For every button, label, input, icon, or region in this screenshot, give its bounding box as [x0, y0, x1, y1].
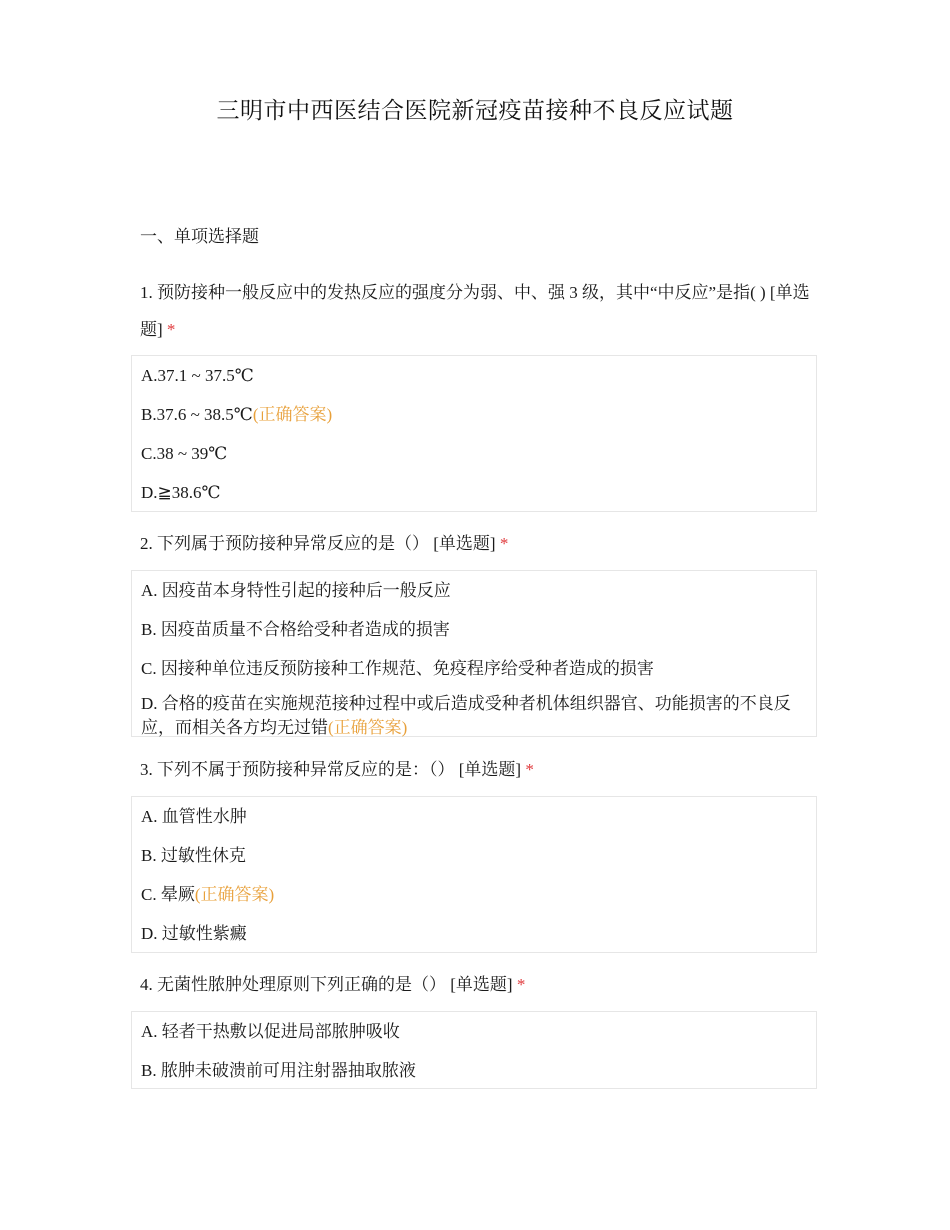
question-4-text: 4. 无菌性脓肿处理原则下列正确的是（） [单选题]: [140, 975, 513, 994]
question-2: [140, 525, 820, 562]
option-label: B. 因疫苗质量不合格给受种者造成的损害: [141, 619, 450, 639]
option-c[interactable]: [141, 649, 807, 688]
question-2-text: 2. 下列属于预防接种异常反应的是（） [单选题]: [140, 534, 496, 553]
option-a[interactable]: [141, 1012, 807, 1051]
option-label: D. 过敏性紫癜: [141, 923, 247, 943]
option-a[interactable]: [141, 797, 807, 836]
option-b[interactable]: [141, 836, 807, 875]
required-mark: *: [166, 320, 176, 339]
option-label: B.37.6 ~ 38.5℃: [141, 404, 253, 424]
option-label: D. 合格的疫苗在实施规范接种过程中或后造成受种者机体组织器官、功能损害的不良反应，而相关各方均无过错: [141, 694, 791, 737]
question-1-text: 1. 预防接种一般反应中的发热反应的强度分为弱、中、强 3 级，其中“中反应”是指( ) [单选题]: [140, 283, 810, 339]
question-4-options: [131, 1011, 817, 1089]
option-b[interactable]: [141, 610, 807, 649]
option-label: A.37.1 ~ 37.5℃: [141, 365, 254, 385]
question-1-options: [131, 355, 817, 512]
page-title: 三明市中西医结合医院新冠疫苗接种不良反应试题: [216, 98, 734, 124]
question-1: [140, 274, 820, 348]
option-a[interactable]: [141, 356, 807, 395]
option-label: B. 脓肿未破溃前可用注射器抽取脓液: [141, 1060, 416, 1080]
required-mark: *: [499, 534, 509, 553]
section-title: 一、单项选择题: [140, 227, 259, 246]
question-4: [140, 966, 820, 1003]
correct-answer-tag: (正确答案): [328, 718, 408, 737]
option-c[interactable]: [141, 875, 807, 914]
option-d[interactable]: [141, 914, 807, 953]
option-b[interactable]: [141, 395, 807, 434]
option-d[interactable]: [141, 688, 807, 742]
option-b[interactable]: [141, 1051, 807, 1090]
correct-answer-tag: (正确答案): [252, 404, 333, 424]
question-3-options: [131, 796, 817, 953]
option-label: B. 过敏性休克: [141, 845, 246, 865]
option-label: A. 血管性水肿: [141, 806, 247, 826]
question-3: [140, 751, 820, 788]
option-label: C. 因接种单位违反预防接种工作规范、免疫程序给受种者造成的损害: [141, 658, 654, 678]
option-label: D.≧38.6℃: [141, 482, 221, 502]
required-mark: *: [525, 760, 534, 779]
option-c[interactable]: [141, 434, 807, 473]
question-3-text: 3. 下列不属于预防接种异常反应的是：（） [单选题]: [140, 760, 522, 779]
option-label: A. 因疫苗本身特性引起的接种后一般反应: [141, 580, 451, 600]
option-label: A. 轻者干热敷以促进局部脓肿吸收: [141, 1021, 400, 1041]
option-label: C.38 ~ 39℃: [141, 443, 228, 463]
question-2-options: [131, 570, 817, 737]
required-mark: *: [516, 975, 526, 994]
correct-answer-tag: (正确答案): [194, 884, 275, 904]
option-label: C. 晕厥: [141, 884, 195, 904]
option-a[interactable]: [141, 571, 807, 610]
option-d[interactable]: [141, 473, 807, 512]
